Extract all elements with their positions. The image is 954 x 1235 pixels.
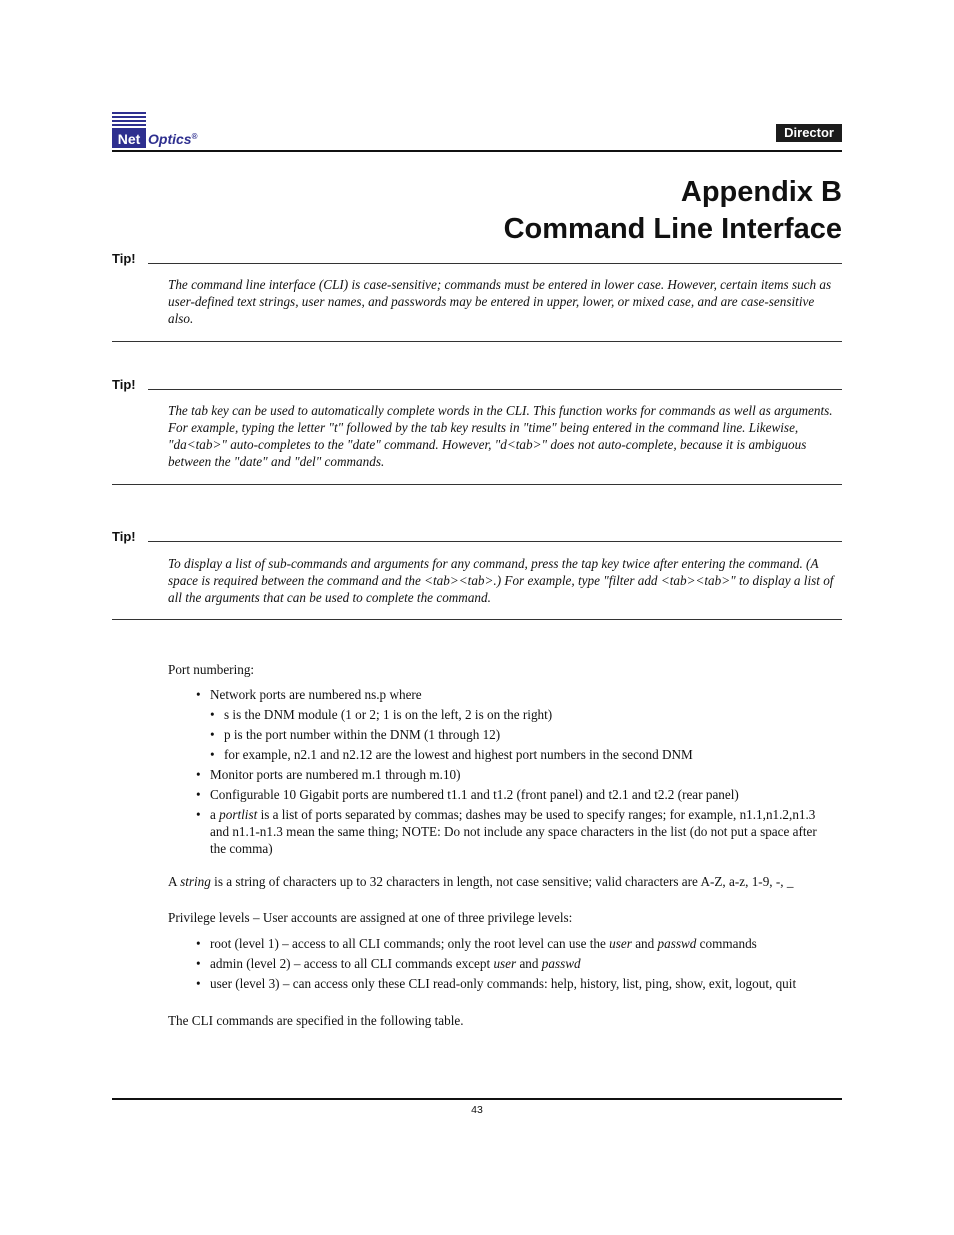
title-line-2: Command Line Interface: [503, 213, 842, 245]
header-rule: [112, 150, 842, 152]
tip-text: The command line interface (CLI) is case-sensitive; commands must be entered in lower case. However, certain items such as user-defined text strings, user names, and passwords may be entered in upper, lower, or mixed case, and are case-sensitive also.: [168, 277, 832, 326]
privilege-list: [196, 935, 842, 995]
list-item: • admin (level 2) – access to all CLI commands except user and passwd: [196, 955, 842, 972]
title-line-1: Appendix B: [680, 176, 842, 208]
tip-text: The tab key can be used to automatically complete words in the CLI. This function works for commands as well as arguments. For example, typing the letter "t" followed by the tab key results in "time" being entered in the command line. Likewise, "da<tab>" auto-completes to the "date" command. However, "d<tab>" does not auto-complete, because it is ambiguous between the "date" and "del" commands.: [168, 403, 833, 469]
page-number: 43: [471, 1104, 483, 1116]
tip-label: Tip!: [112, 529, 136, 544]
list-item: • for example, n2.1 and n2.12 are the lowest and highest port numbers in the second DNM: [210, 746, 832, 763]
netoptics-logo: [112, 112, 208, 150]
string-definition: A string is a string of characters up to 32 characters in length, not case sensitive; valid characters are A-Z, a-z, 1-9, -, _: [168, 874, 794, 889]
list-item: • Monitor ports are numbered m.1 through m.10): [196, 766, 832, 783]
list-item: • root (level 1) – access to all CLI commands; only the root level can use the user and passwd commands: [196, 935, 842, 952]
tip-label: Tip!: [112, 251, 136, 266]
list-item: • user (level 3) – can access only these CLI read-only commands: help, history, list, ping, show, exit, logout, quit: [196, 975, 842, 992]
sub-list: [210, 706, 832, 763]
tip-rule: [148, 541, 842, 542]
list-item: • Network ports are numbered ns.p where • s is the DNM module (1 or 2; 1 is on the left, 2 is on the right) • p is the port number within the DNM (1 through 12) • for example, n2.1 and n2.12 are the lowest and highest port numbers in the second DNM: [196, 686, 832, 763]
port-list: [196, 686, 832, 860]
footer-rule: [112, 1098, 842, 1100]
list-item: • p is the port number within the DNM (1 through 12): [210, 726, 832, 743]
tip-text: To display a list of sub-commands and arguments for any command, press the tap key twice after entering the command. (A space is required between the command and the <tab><tab>.) For example, type "filter add <tab><tab>" to display a list of all the arguments that can be used to complete the command.: [168, 556, 834, 605]
logo-stripes: [112, 112, 146, 130]
list-item: • s is the DNM module (1 or 2; 1 is on the left, 2 is on the right): [210, 706, 832, 723]
privilege-heading: Privilege levels – User accounts are assigned at one of three privilege levels:: [168, 910, 573, 925]
tip-bottom-rule: [112, 484, 842, 485]
list-item: • Configurable 10 Gigabit ports are numbered t1.1 and t1.2 (front panel) and t2.1 and t2.2 (rear panel): [196, 786, 832, 803]
product-badge: Director: [776, 124, 842, 142]
logo-optics: Optics®: [148, 131, 198, 147]
tip-bottom-rule: [112, 341, 842, 342]
tip-label: Tip!: [112, 377, 136, 392]
tip-rule: [148, 389, 842, 390]
logo-net: Net: [112, 130, 146, 148]
closing-sentence: The CLI commands are specified in the following table.: [168, 1013, 464, 1028]
tip-rule: [148, 263, 842, 264]
tip-bottom-rule: [112, 619, 842, 620]
page-title: [504, 174, 842, 248]
list-item: • a portlist is a list of ports separated by commas; dashes may be used to specify ranges; for example, n1.1,n1.2,n1.3 and n1.1-n1.3 mean the same thing; NOTE: Do not include any space characters in the list (do not put a space after the comma): [196, 806, 832, 857]
port-numbering-heading: Port numbering:: [168, 662, 255, 677]
